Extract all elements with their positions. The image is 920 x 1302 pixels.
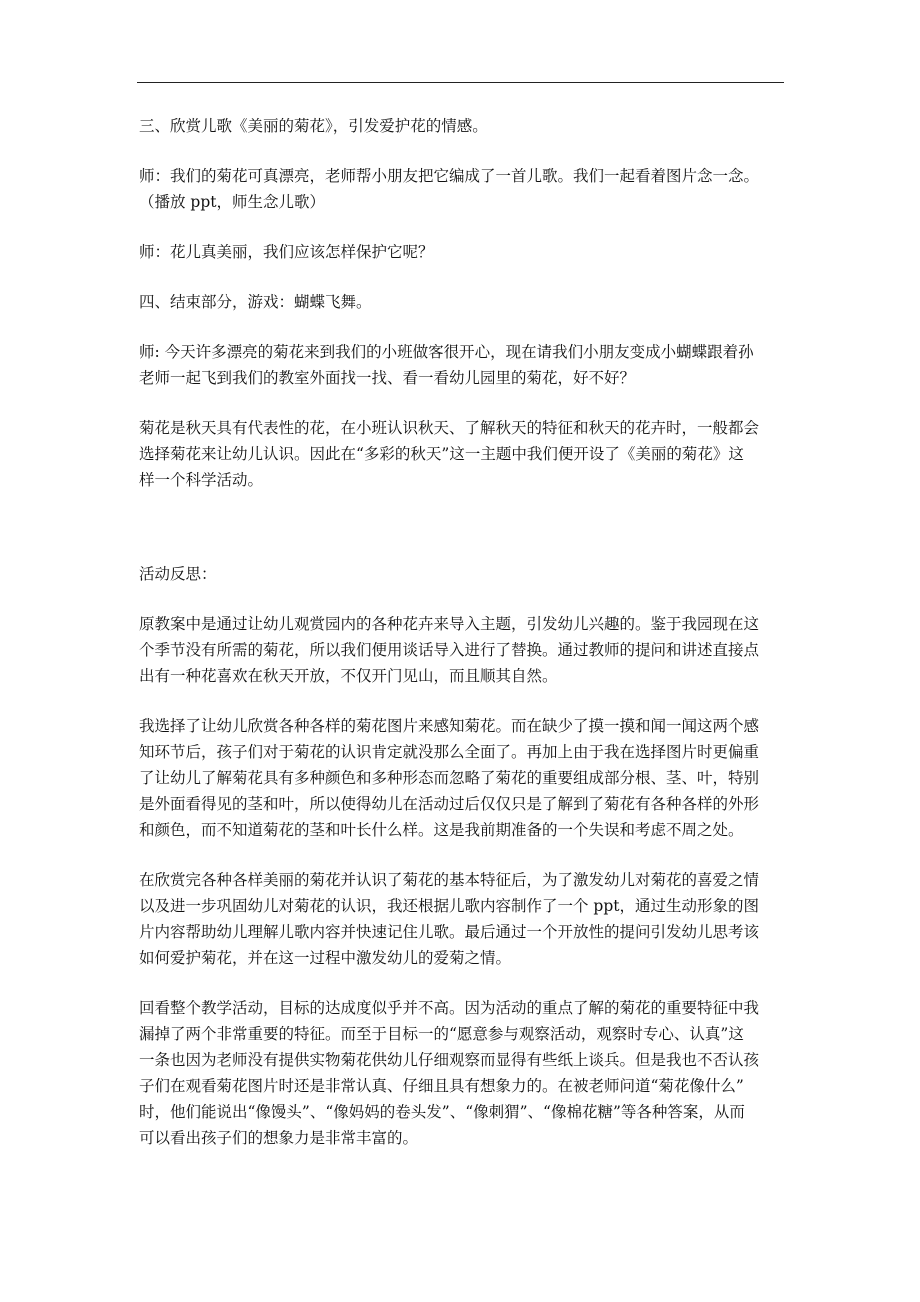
reflection-paragraph-2: 我选择了让幼儿欣赏各种各样的菊花图片来感知菊花。而在缺少了摸一摸和闻一闻这两个感 知环节后，孩子们对于菊花的认识肯定就没那么全面了。再加上由于我在选择图片时更偏重 了让幼儿了解菊花具有多种颜色和多种形态而忽略了菊花的重要组成部分根、茎、叶，特别 是外面看得见的茎和叶，所以使得幼儿在活动过后仅仅只是了解到了菊花有各种各样的外形 和颜色，而不知道菊花的茎和叶长什么样。这是我前期准备的一个失误和考虑不周之处。: [139, 717, 760, 839]
blank-gap: [139, 517, 789, 561]
section-heading-3: 三、欣赏儿歌《美丽的菊花》，引发爱护花的情感。: [139, 117, 488, 135]
teacher-line-2: 师：花儿真美丽，我们应该怎样保护它呢？: [139, 243, 434, 261]
document-body: [139, 113, 789, 1175]
section-heading-4: 四、结束部分，游戏：蝴蝶飞舞。: [139, 293, 372, 311]
summary-paragraph: 菊花是秋天具有代表性的花，在小班认识秋天、了解秋天的特征和秋天的花卉时，一般都会 选择菊花来让幼儿认识。因此在“多彩的秋天”这一主题中我们便开设了《美丽的菊花》这 样一个科学活动。: [139, 419, 760, 489]
teacher-line-1: 师：我们的菊花可真漂亮，老师帮小朋友把它编成了一首儿歌。我们一起看着图片念一念。 （播放 ppt，师生念儿歌）: [139, 167, 760, 211]
header-rule: [137, 82, 784, 83]
reflection-paragraph-4: 回看整个教学活动，目标的达成度似乎并不高。因为活动的重点了解的菊花的重要特征中我 漏掉了两个非常重要的特征。而至于目标一的“愿意参与观察活动，观察时专心、认真”这 一条也因为老师没有提供实物菊花供幼儿仔细观察而显得有些纸上谈兵。但是我也不否认孩 子们在观看菊花图片时还是非常认真、仔细且具有想象力的。在被老师问道“菊花像什么” 时，他们能说出“像馒头”、“像妈妈的卷头发”、“像刺猬”、“像棉花糖”等各种答案，从而 可以看出孩子们的想象力是非常丰富的。: [139, 999, 760, 1147]
reflection-paragraph-1: 原教案中是通过让幼儿观赏园内的各种花卉来导入主题，引发幼儿兴趣的。鉴于我园现在这 个季节没有所需的菊花，所以我们便用谈话导入进行了替换。通过教师的提问和讲述直接点 出有一种花喜欢在秋天开放，不仅开门见山，而且顺其自然。: [139, 615, 760, 685]
teacher-line-3: 师: 今天许多漂亮的菊花来到我们的小班做客很开心，现在请我们小朋友变成小蝴蝶跟着孙 老师一起飞到我们的教室外面找一找、看一看幼儿园里的菊花，好不好？: [139, 343, 754, 387]
reflection-paragraph-3: 在欣赏完各种各样美丽的菊花并认识了菊花的基本特征后，为了激发幼儿对菊花的喜爱之情 以及进一步巩固幼儿对菊花的认识，我还根据儿歌内容制作了一个 ppt，通过生动形象的图 片内容帮助幼儿理解儿歌内容并快速记住儿歌。最后通过一个开放性的提问引发幼儿思考该 如何爱护菊花，并在这一过程中激发幼儿的爱菊之情。: [139, 871, 760, 967]
reflection-heading: 活动反思：: [139, 565, 217, 583]
